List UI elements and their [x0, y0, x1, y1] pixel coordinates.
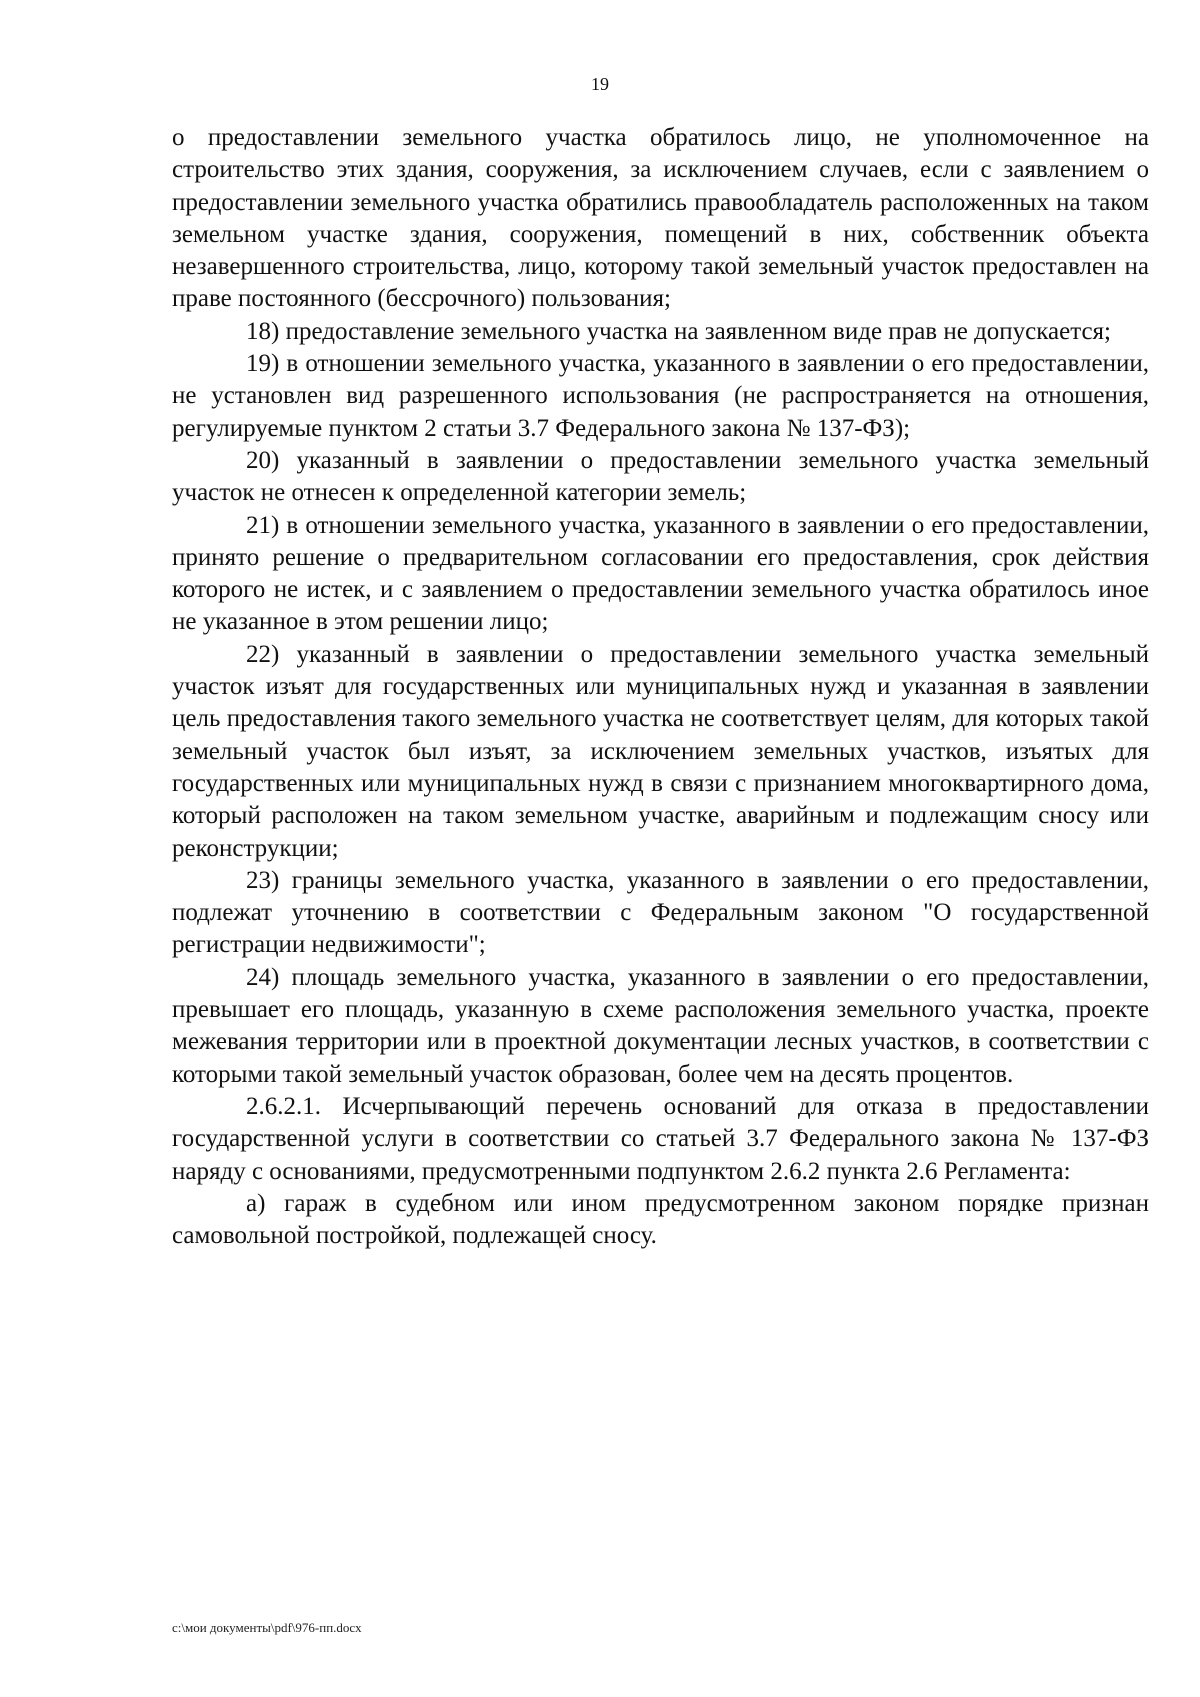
paragraph-item-22: 22) указанный в заявлении о предоставлении земельного участка земельный участок изъят для государственных или муниципальных нужд и указанная в заявлении цель предоставления такого земельного участка не соответствует целям, для которых такой земельный участок был изъят, за исключением земельных участков, изъятых для государственных или муниципальных нужд в связи с признанием многоквартирного дома, который расположен на таком земельном участке, аварийным и подлежащим сносу или реконструкции; [172, 640, 1149, 862]
paragraph-item-20: 20) указанный в заявлении о предоставлении земельного участка земельный участок не отнесен к определенной категории земель; [172, 446, 1149, 507]
document-body [172, 122, 1149, 1252]
paragraph-continuation: о предоставлении земельного участка обратилось лицо, не уполномоченное на строительство этих здания, сооружения, за исключением случаев, если с заявлением о предоставлении земельного участка обратились правообладатель расположенных на таком земельном участке здания, сооружения, помещений в них, собственник объекта незавершенного строительства, лицо, которому такой земельный участок предоставлен на праве постоянного (бессрочного) пользования; [172, 124, 1149, 313]
paragraph-item-21: 21) в отношении земельного участка, указанного в заявлении о его предоставлении, принято решение о предварительном согласовании его предоставления, срок действия которого не истек, и с заявлением о предоставлении земельного участка обратилось иное не указанное в этом решении лицо; [172, 511, 1149, 636]
paragraph-item-19: 19) в отношении земельного участка, указанного в заявлении о его предоставлении, не установлен вид разрешенного использования (не распространяется на отношения, регулируемые пунктом 2 статьи 3.7 Федерального закона № 137-ФЗ); [172, 350, 1149, 442]
paragraph-item-18: 18) предоставление земельного участка на заявленном виде прав не допускается; [246, 317, 1111, 345]
paragraph-item-24: 24) площадь земельного участка, указанного в заявлении о его предоставлении, превышает его площадь, указанную в схеме расположения земельного участка, проекте межевания территории или в проектной документации лесных участков, в соответствии с которыми такой земельный участок образован, более чем на десять процентов. [172, 963, 1149, 1088]
page-number: 19 [591, 74, 609, 94]
paragraph-item-a: а) гараж в судебном или ином предусмотренном законом порядке признан самовольной постройкой, подлежащей сносу. [172, 1189, 1149, 1250]
paragraph-item-23: 23) границы земельного участка, указанного в заявлении о его предоставлении, подлежат уточнению в соответствии с Федеральным законом "О государственной регистрации недвижимости"; [172, 866, 1149, 959]
paragraph-section-2-6-2-1: 2.6.2.1. Исчерпывающий перечень оснований для отказа в предоставлении государственной услуги в соответствии со статьей 3.7 Федерального закона № 137-ФЗ наряду с основаниями, предусмотренными подпунктом 2.6.2 пункта 2.6 Регламента: [172, 1092, 1149, 1185]
footer-file-path: c:\мои документы\pdf\976-пп.docx [172, 1620, 362, 1635]
